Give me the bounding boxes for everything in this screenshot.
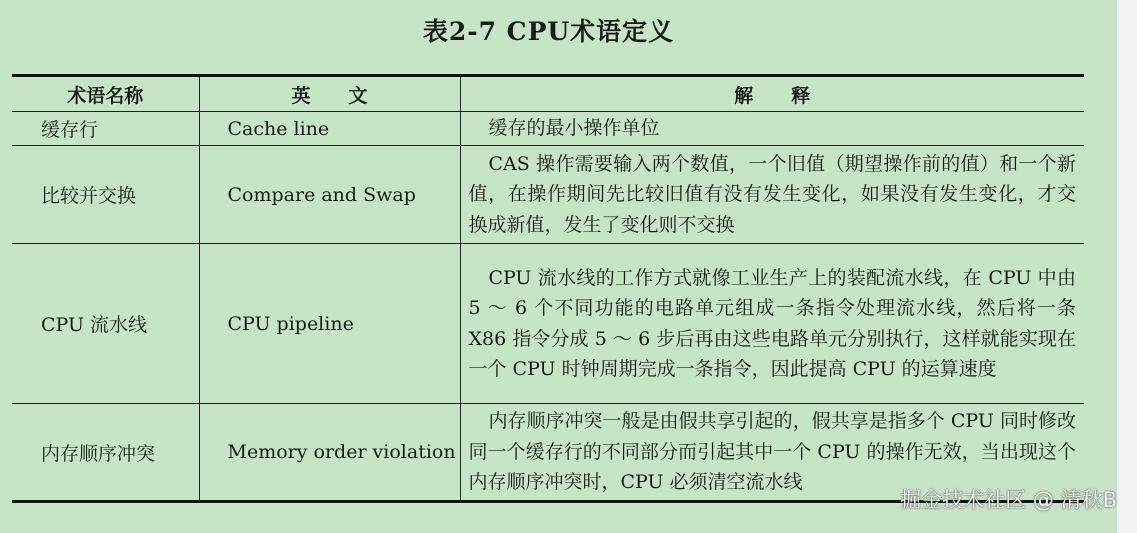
table-caption: 表2-7 CPU术语定义 [422, 17, 675, 46]
english-cell: CPU pipeline [199, 244, 460, 404]
term-cell: 内存顺序冲突 [12, 404, 199, 502]
header-english: 英 文 [199, 76, 460, 112]
english-cell: Cache line [199, 112, 460, 146]
table-row [12, 112, 1084, 146]
page-edge [1117, 0, 1137, 533]
description-text: CPU 流水线的工作方式就像工业生产上的装配流水线，在 CPU 中由 5 ～ 6 个不同功能的电路单元组成一条指令处理流水线，然后将一条 X86 指令分成 5 ～ 6 步后再由这些电路单元分别执行，这样就能实现在一个 CPU 时钟周期完成一条指令，因此提高 CPU 的运算速度 [468, 266, 1076, 380]
watermark: 掘金技术社区 @ 清秋B [900, 488, 1117, 512]
english-cell: Memory order violation [199, 404, 460, 502]
cpu-terms-table [12, 74, 1084, 503]
description-text: 内存顺序冲突一般是由假共享引起的，假共享是指多个 CPU 同时修改同一个缓存行的不同部分而引起其中一个 CPU 的操作无效，当出现这个内存顺序冲突时，CPU 必须清空流水线 [468, 410, 1076, 494]
term-cell: 比较并交换 [12, 146, 199, 244]
term-cell: CPU 流水线 [12, 244, 199, 404]
description-cell [460, 146, 1084, 244]
header-row [12, 76, 1084, 112]
term-cell: 缓存行 [12, 112, 199, 146]
description-cell [460, 112, 1084, 146]
header-term: 术语名称 [12, 76, 199, 112]
table-row [12, 244, 1084, 404]
english-cell: Compare and Swap [199, 146, 460, 244]
description-text: CAS 操作需要输入两个数值，一个旧值（期望操作前的值）和一个新值，在操作期间先比较旧值有没有发生变化，如果没有发生变化，才交换成新值，发生了变化则不交换 [468, 152, 1076, 236]
header-explanation: 解 释 [460, 76, 1084, 112]
description-cell [460, 244, 1084, 404]
description-text: 缓存的最小操作单位 [488, 117, 660, 140]
table-row [12, 146, 1084, 244]
